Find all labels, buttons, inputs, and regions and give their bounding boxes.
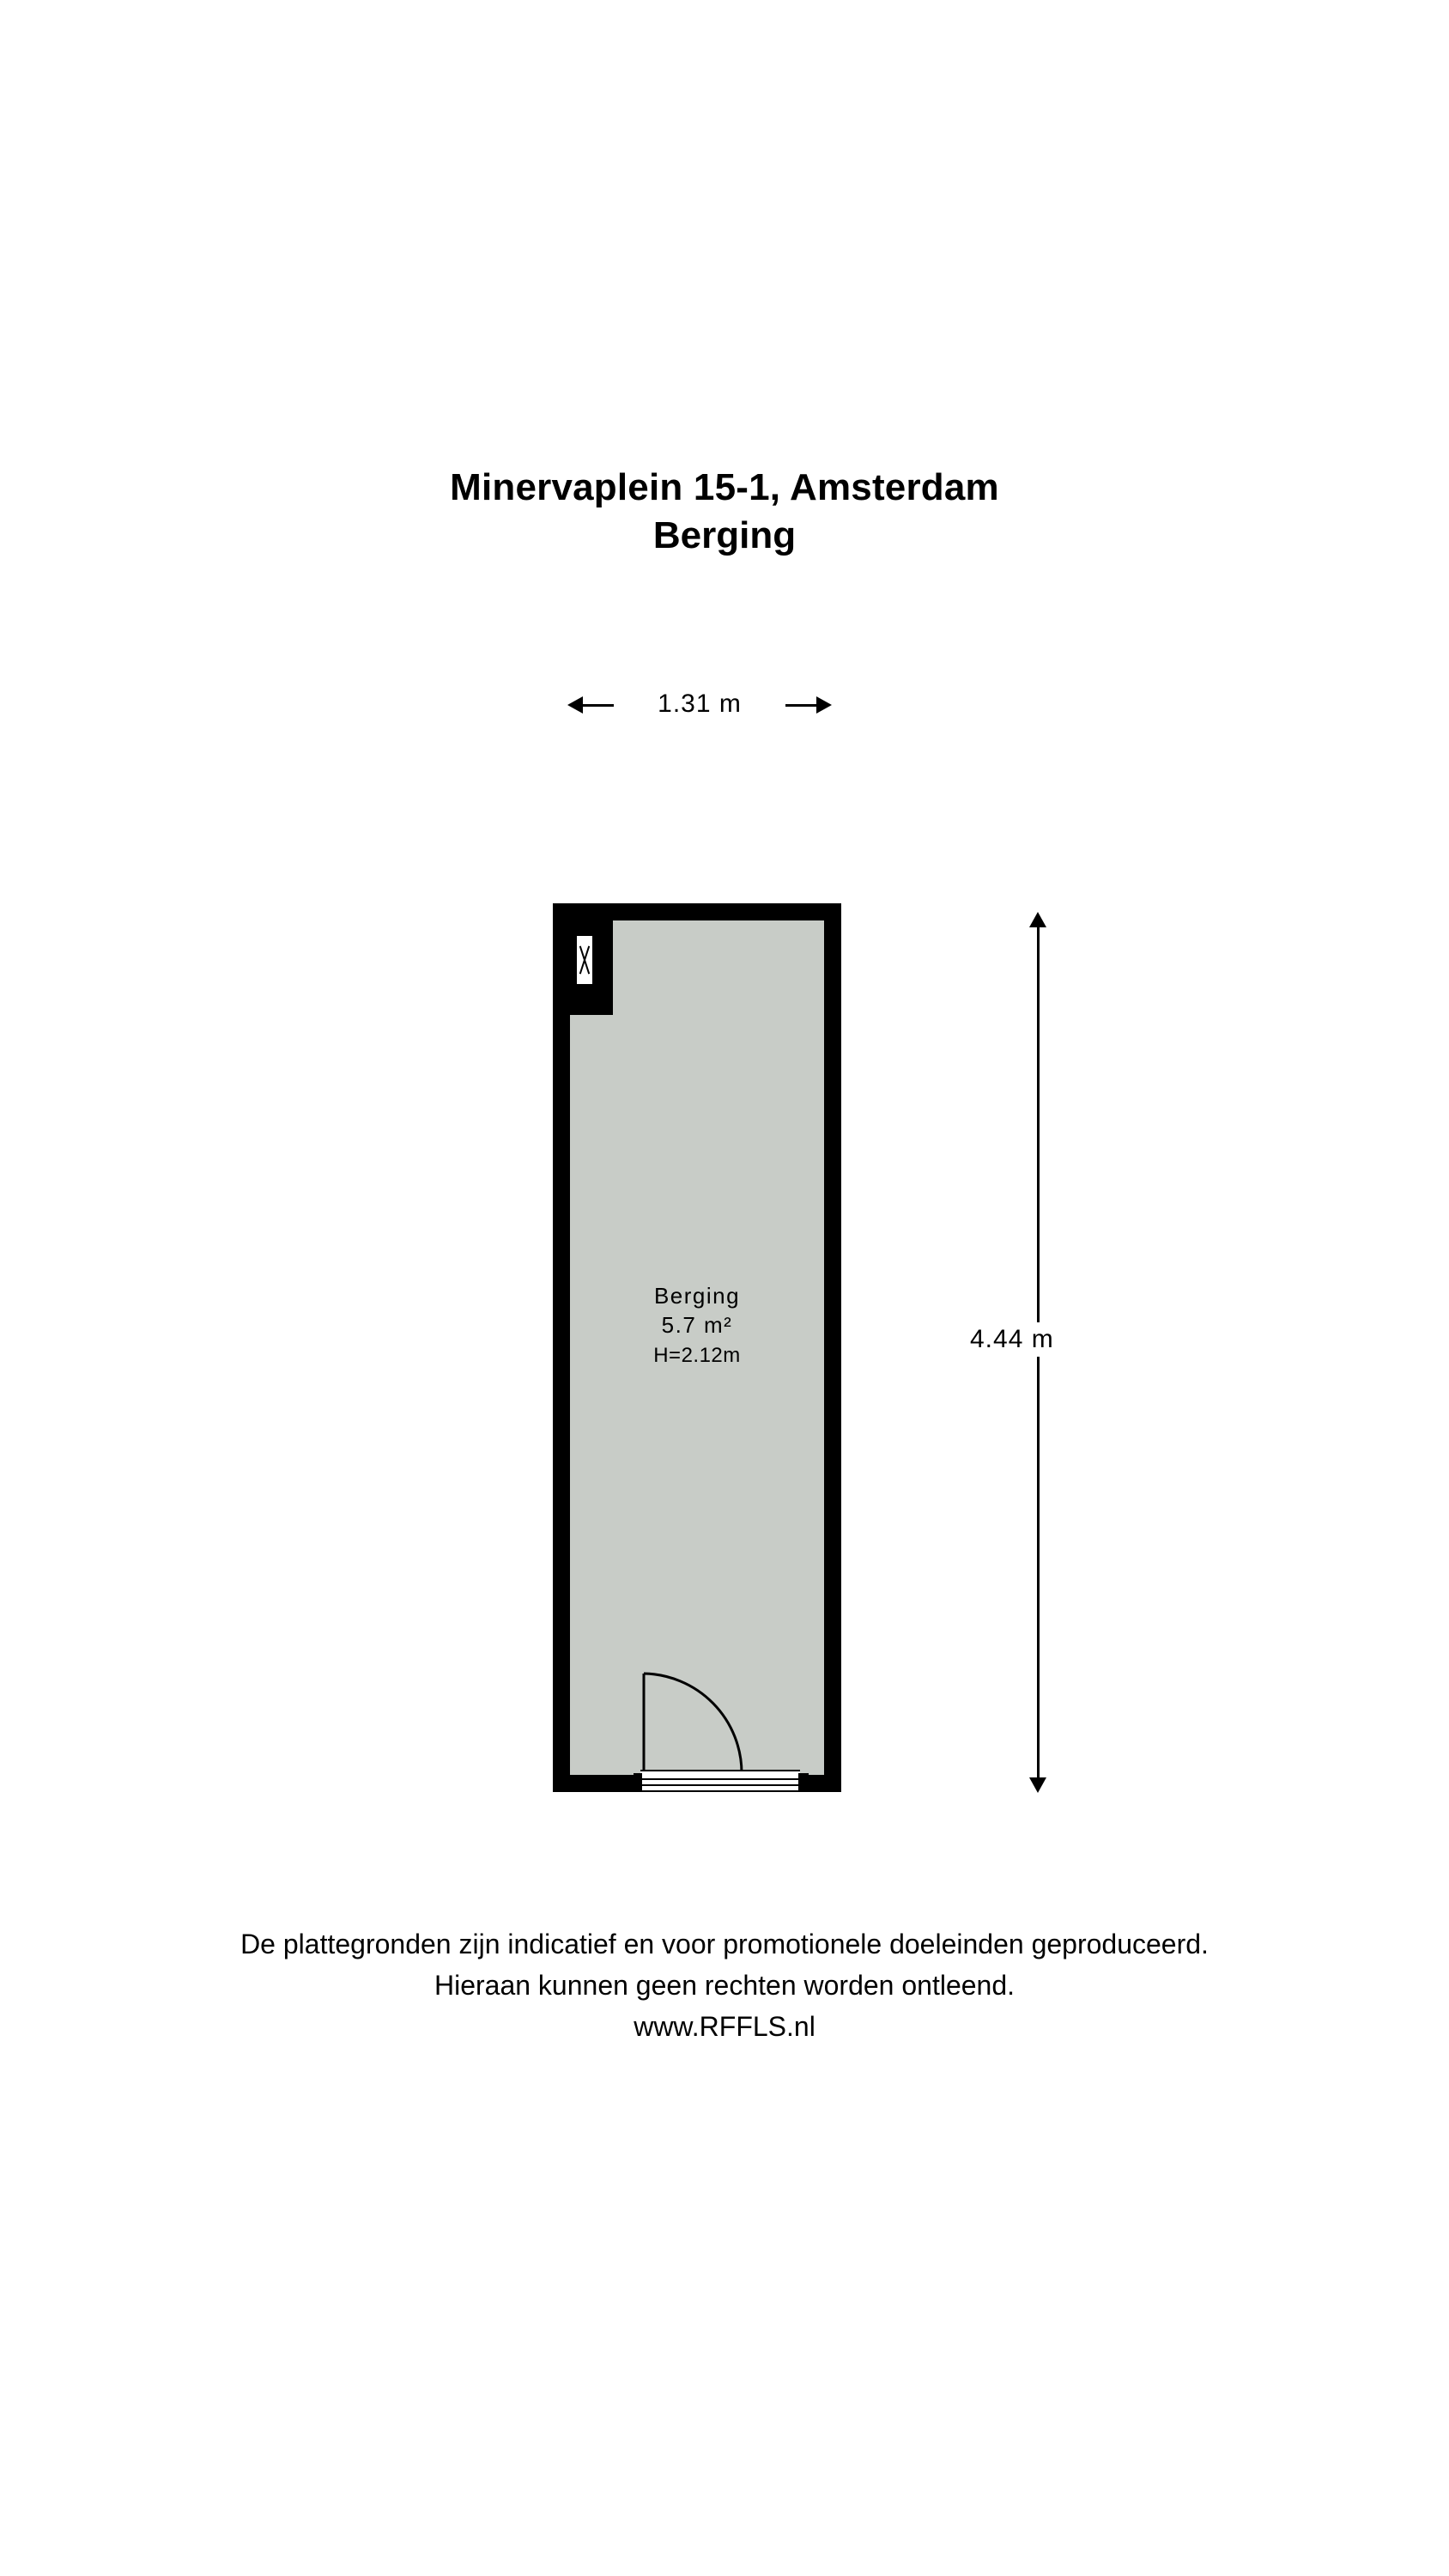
door-jamb-right <box>798 1773 809 1792</box>
room-name: Berging <box>653 1283 741 1309</box>
arrow-up-icon <box>1029 912 1046 927</box>
room-ceiling-height: H=2.12m <box>653 1344 741 1367</box>
arrow-down-icon <box>1029 1777 1046 1793</box>
room-area: 5.7 m² <box>661 1312 733 1338</box>
website-url: www.RFFLS.nl <box>634 2011 815 2042</box>
arrow-left-icon <box>567 696 583 714</box>
door-jamb-left <box>634 1773 642 1792</box>
door-opening <box>640 1770 800 1792</box>
width-dimension <box>562 687 837 721</box>
door-threshold-line <box>640 1778 800 1780</box>
property-address: Minervaplein 15-1, Amsterdam <box>450 466 999 508</box>
door-threshold-line <box>640 1784 800 1786</box>
floor-name: Berging <box>652 514 797 556</box>
vent-icon <box>577 936 592 984</box>
page-title <box>0 464 1449 560</box>
door-swing-icon <box>640 1672 743 1775</box>
arrow-right-icon <box>816 696 832 714</box>
disclaimer-line-2: Hieraan kunnen geen rechten worden ontleend. <box>433 1970 1016 2001</box>
width-dimension-label: 1.31 m <box>614 689 785 720</box>
height-dimension-label: 4.44 m <box>970 1322 1176 1357</box>
disclaimer-line-1: De plattegronden zijn indicatief en voor promotionele doeleinden geproduceerd. <box>240 1929 1209 1959</box>
floor-plan <box>553 903 841 1792</box>
disclaimer-footer <box>0 1923 1449 2047</box>
room-label <box>570 1281 824 1370</box>
